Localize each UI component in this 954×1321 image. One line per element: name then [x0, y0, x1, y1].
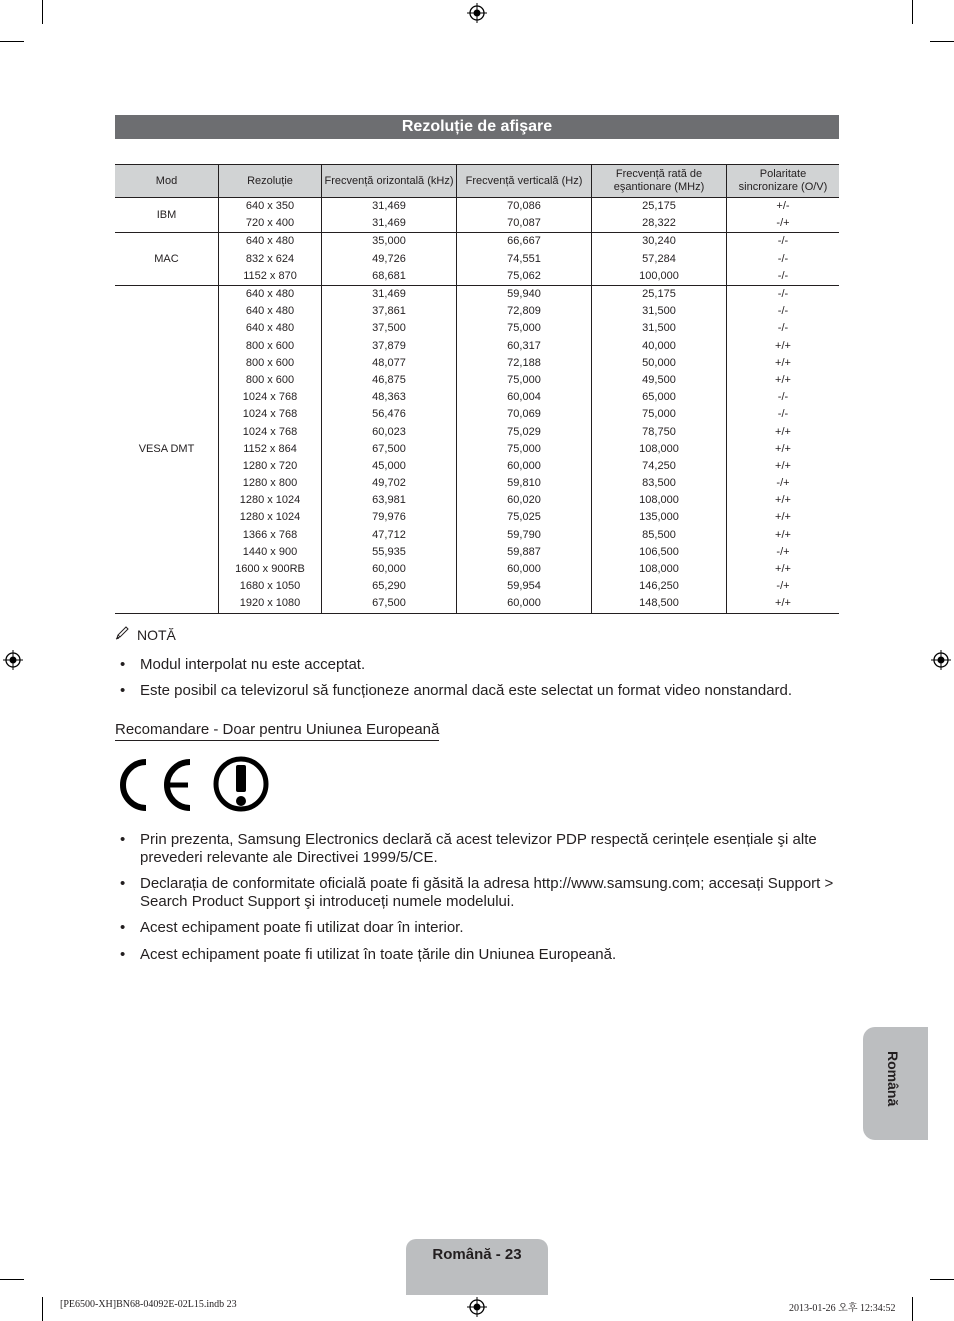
- table-row: [115, 458, 839, 475]
- mode-cell: MAC: [115, 233, 219, 286]
- table-cell: 47,712: [322, 527, 457, 544]
- header-frecventa-orizontala: Frecvență orizontală (kHz): [322, 165, 457, 198]
- table-cell: 640 x 480: [219, 303, 322, 320]
- table-cell: 65,000: [592, 389, 727, 406]
- table-cell: 63,981: [322, 492, 457, 509]
- table-cell: 1024 x 768: [219, 406, 322, 423]
- table-cell: +/+: [775, 511, 791, 524]
- table-cell: 56,476: [322, 406, 457, 423]
- file-slug: [PE6500-XH]BN68-04092E-02L15.indb 23: [60, 1299, 237, 1310]
- note-label: NOTĂ: [137, 627, 176, 643]
- crop-mark: [0, 1279, 24, 1280]
- registration-mark-icon: [3, 650, 23, 670]
- table-row: [115, 198, 839, 216]
- table-cell: 31,500: [592, 303, 727, 320]
- table-cell: 67,500: [322, 595, 457, 613]
- table-cell: 60,317: [457, 338, 592, 355]
- table-row: [115, 233, 839, 251]
- table-cell: 60,000: [457, 458, 592, 475]
- table-row: [115, 441, 839, 458]
- table-body: [115, 198, 839, 614]
- table-cell: 75,029: [457, 423, 592, 440]
- ce-alert-logo: [116, 756, 271, 819]
- table-cell: 60,000: [457, 595, 592, 613]
- list-item: • Modul interpolat nu este acceptat.: [115, 656, 845, 674]
- table-cell: 75,000: [457, 441, 592, 458]
- resolution-table: [115, 164, 839, 614]
- table-cell: 70,086: [457, 198, 592, 216]
- table-cell: 31,469: [322, 215, 457, 233]
- table-row: [115, 303, 839, 320]
- table-cell: 49,702: [322, 475, 457, 492]
- table-cell: +/+: [775, 339, 791, 352]
- table-cell: -/-: [777, 408, 789, 421]
- table-cell: 640 x 480: [219, 285, 322, 303]
- recommendation-heading: Recomandare - Doar pentru Uniunea Europeană: [115, 721, 439, 741]
- crop-mark: [0, 41, 24, 42]
- table-cell: 31,469: [322, 285, 457, 303]
- crop-mark: [930, 41, 954, 42]
- table-row: [115, 509, 839, 526]
- note: [115, 626, 176, 643]
- table-cell: 46,875: [322, 372, 457, 389]
- table-cell: -/+: [776, 545, 790, 558]
- table-row: [115, 372, 839, 389]
- table-row: [115, 544, 839, 561]
- table-cell: 100,000: [592, 268, 727, 286]
- table-cell: 800 x 600: [219, 338, 322, 355]
- crop-mark: [930, 1279, 954, 1280]
- table-row: [115, 355, 839, 372]
- table-cell: 1024 x 768: [219, 389, 322, 406]
- table-cell: 50,000: [592, 355, 727, 372]
- table-cell: 60,023: [322, 423, 457, 440]
- table-cell: +/+: [775, 563, 791, 576]
- list-item: • Este posibil ca televizorul să funcționeze anormal dacă este selectat un format video nonstandard.: [115, 682, 845, 700]
- table-cell: 1600 x 900RB: [219, 561, 322, 578]
- table-cell: 74,551: [457, 251, 592, 268]
- table-cell: 75,025: [457, 509, 592, 526]
- table-cell: 72,809: [457, 303, 592, 320]
- table-cell: -/-: [727, 233, 840, 251]
- table-cell: +/+: [775, 373, 791, 386]
- table-cell: 49,726: [322, 251, 457, 268]
- table-cell: -/+: [776, 580, 790, 593]
- table-cell: -/-: [777, 391, 789, 404]
- table-cell: 30,240: [592, 233, 727, 251]
- table-cell: 45,000: [322, 458, 457, 475]
- list-item: • Acest echipament poate fi utilizat în toate țările din Uniunea Europeană.: [115, 946, 845, 964]
- header-rezolutie: Rezoluție: [219, 165, 322, 198]
- table-cell: 59,940: [457, 285, 592, 303]
- table-cell: 66,667: [457, 233, 592, 251]
- table-cell: 640 x 480: [219, 233, 322, 251]
- table-cell: 640 x 480: [219, 320, 322, 337]
- table-cell: +/-: [727, 198, 840, 216]
- date-slug: 2013-01-26 오후 12:34:52: [789, 1303, 896, 1314]
- table-cell: 83,500: [592, 475, 727, 492]
- table-cell: 25,175: [592, 285, 727, 303]
- table-cell: 108,000: [592, 561, 727, 578]
- registration-mark-icon: [467, 3, 487, 23]
- header-mod: Mod: [115, 165, 219, 198]
- table-cell: 59,954: [457, 578, 592, 595]
- table-cell: 78,750: [592, 423, 727, 440]
- table-cell: 1280 x 1024: [219, 509, 322, 526]
- header-polaritate: Polaritate sincronizare (O/V): [727, 165, 840, 198]
- table-cell: 70,069: [457, 406, 592, 423]
- table-row: [115, 492, 839, 509]
- table-cell: 37,500: [322, 320, 457, 337]
- page-number: Română - 23: [406, 1239, 548, 1295]
- table-header-row: [115, 165, 839, 198]
- table-cell: -/-: [777, 305, 789, 318]
- table-cell: 49,500: [592, 372, 727, 389]
- list-item: • Declarația de conformitate oficială poate fi găsită la adresa http://www.samsung.com; accesați Support > Search Product Support şi introduceți numele modelului.: [115, 875, 845, 911]
- crop-mark: [912, 1297, 913, 1321]
- header-frecventa-verticala: Frecvență verticală (Hz): [457, 165, 592, 198]
- table-cell: 75,062: [457, 268, 592, 286]
- mode-cell: IBM: [115, 198, 219, 233]
- table-row: [115, 268, 839, 286]
- table-cell: 60,000: [322, 561, 457, 578]
- table-cell: 40,000: [592, 338, 727, 355]
- crop-mark: [42, 1297, 43, 1321]
- table-row: [115, 423, 839, 440]
- mode-cell: VESA DMT: [115, 285, 219, 613]
- table-row: [115, 389, 839, 406]
- table-cell: 832 x 624: [219, 251, 322, 268]
- table-row: [115, 215, 839, 233]
- language-tab: [863, 1027, 928, 1140]
- table-cell: -/-: [777, 322, 789, 335]
- table-cell: 57,284: [592, 251, 727, 268]
- registration-mark-icon: [931, 650, 951, 670]
- table-cell: 25,175: [592, 198, 727, 216]
- table-cell: +/+: [775, 425, 791, 438]
- table-cell: 1024 x 768: [219, 423, 322, 440]
- crop-mark: [42, 0, 43, 24]
- table-cell: 59,887: [457, 544, 592, 561]
- table-cell: -/+: [776, 217, 790, 230]
- table-cell: +/+: [775, 528, 791, 541]
- table-cell: 135,000: [592, 509, 727, 526]
- table-row: [115, 561, 839, 578]
- registration-mark-icon: [467, 1297, 487, 1317]
- language-tab-label: Română: [885, 1051, 901, 1107]
- table-cell: 1280 x 720: [219, 458, 322, 475]
- table-cell: +/+: [727, 595, 840, 613]
- table-cell: 800 x 600: [219, 355, 322, 372]
- table-row: [115, 406, 839, 423]
- table-cell: 60,000: [457, 561, 592, 578]
- table-cell: 60,004: [457, 389, 592, 406]
- table-cell: +/+: [775, 494, 791, 507]
- table-cell: 1920 x 1080: [219, 595, 322, 613]
- table-cell: 1680 x 1050: [219, 578, 322, 595]
- table-cell: 48,077: [322, 355, 457, 372]
- table-cell: +/+: [775, 459, 791, 472]
- table-cell: 1152 x 864: [219, 441, 322, 458]
- table-row: [115, 595, 839, 613]
- table-cell: -/-: [777, 252, 789, 265]
- table-cell: 55,935: [322, 544, 457, 561]
- table-cell: 1280 x 1024: [219, 492, 322, 509]
- table-cell: -/+: [776, 477, 790, 490]
- table-row: [115, 578, 839, 595]
- table-cell: +/+: [775, 442, 791, 455]
- table-cell: 75,000: [457, 372, 592, 389]
- table-cell: 74,250: [592, 458, 727, 475]
- table-cell: 31,500: [592, 320, 727, 337]
- table-cell: 31,469: [322, 198, 457, 216]
- table-cell: 67,500: [322, 441, 457, 458]
- table-row: [115, 527, 839, 544]
- table-cell: 1280 x 800: [219, 475, 322, 492]
- pencil-icon: [115, 626, 137, 643]
- table-cell: 48,363: [322, 389, 457, 406]
- table-cell: -/-: [777, 269, 789, 282]
- table-cell: 79,976: [322, 509, 457, 526]
- table-cell: 65,290: [322, 578, 457, 595]
- table-cell: 60,020: [457, 492, 592, 509]
- table-row: [115, 338, 839, 355]
- table-cell: 1152 x 870: [219, 268, 322, 286]
- table-cell: 720 x 400: [219, 215, 322, 233]
- table-cell: 59,790: [457, 527, 592, 544]
- table-row: [115, 475, 839, 492]
- table-cell: 85,500: [592, 527, 727, 544]
- table-cell: -/-: [727, 285, 840, 303]
- crop-mark: [912, 0, 913, 24]
- table-row: [115, 285, 839, 303]
- table-cell: 800 x 600: [219, 372, 322, 389]
- section-title: Rezoluție de afişare: [115, 115, 839, 139]
- table-row: [115, 251, 839, 268]
- table-cell: 70,087: [457, 215, 592, 233]
- table-cell: 68,681: [322, 268, 457, 286]
- table-cell: 28,322: [592, 215, 727, 233]
- table-cell: 106,500: [592, 544, 727, 561]
- ce-mark-icon: [116, 756, 271, 814]
- header-frecventa-esantionare: Frecvență rată de eşantionare (MHz): [592, 165, 727, 198]
- table-cell: 148,500: [592, 595, 727, 613]
- table-cell: 35,000: [322, 233, 457, 251]
- table-row: [115, 320, 839, 337]
- list-item: • Prin prezenta, Samsung Electronics declară că acest televizor PDP respectă cerințele esențiale şi alte prevederi relevante ale Directivei 1999/5/CE.: [115, 831, 845, 867]
- table-cell: 1366 x 768: [219, 527, 322, 544]
- table-cell: +/+: [775, 356, 791, 369]
- table-cell: 1440 x 900: [219, 544, 322, 561]
- table-cell: 146,250: [592, 578, 727, 595]
- table-cell: 75,000: [457, 320, 592, 337]
- table-cell: 37,861: [322, 303, 457, 320]
- recommendation-list: [115, 831, 845, 964]
- table-cell: 108,000: [592, 441, 727, 458]
- table-cell: 108,000: [592, 492, 727, 509]
- table-cell: 59,810: [457, 475, 592, 492]
- table-cell: 72,188: [457, 355, 592, 372]
- list-item: • Acest echipament poate fi utilizat doar în interior.: [115, 919, 845, 937]
- table-cell: 37,879: [322, 338, 457, 355]
- table-cell: 75,000: [592, 406, 727, 423]
- note-list: [115, 656, 845, 700]
- table-cell: 640 x 350: [219, 198, 322, 216]
